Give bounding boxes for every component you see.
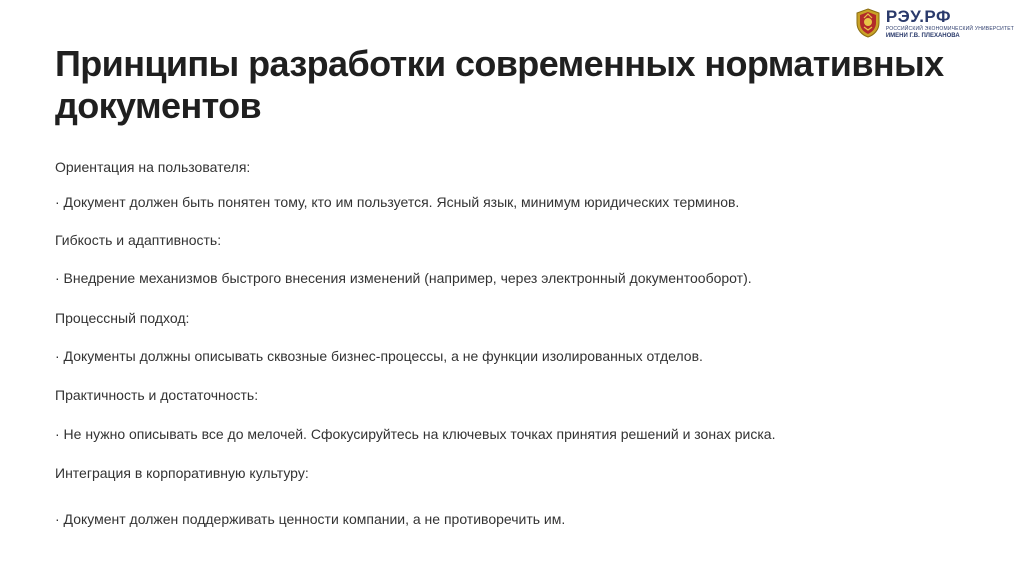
coat-of-arms-emblem-icon: [855, 8, 881, 38]
section-bullet-flexibility: · Внедрение механизмов быстрого внесения изменений (например, через электронный документооборот).: [55, 270, 752, 286]
section-bullet-corporate-culture: · Документ должен поддерживать ценности компании, а не противоречить им.: [55, 511, 566, 527]
section-heading-user-orientation: Ориентация на пользователя:: [55, 159, 251, 175]
section-heading-flexibility: Гибкость и адаптивность:: [55, 232, 222, 248]
logo-text: [886, 8, 1014, 39]
university-logo: [855, 6, 1014, 40]
logo-subtitle-name: ИМЕНИ Г.В. ПЛЕХАНОВА: [885, 32, 960, 39]
section-bullet-practicality: · Не нужно описывать все до мелочей. Сфокусируйтесь на ключевых точках принятия решений и зонах риска.: [55, 426, 776, 442]
section-bullet-process-approach: · Документы должны описывать сквозные бизнес-процессы, а не функции изолированных отделов.: [55, 348, 703, 364]
section-heading-corporate-culture: Интеграция в корпоративную культуру:: [55, 465, 309, 481]
section-heading-practicality: Практичность и достаточность:: [55, 387, 259, 403]
slide-title: Принципы разработки современных нормативных документов: [55, 43, 944, 126]
section-bullet-user-orientation: · Документ должен быть понятен тому, кто им пользуется. Ясный язык, минимум юридических терминов.: [55, 194, 740, 210]
logo-brand: РЭУ.РФ: [885, 6, 952, 26]
section-heading-process-approach: Процессный подход:: [55, 310, 190, 326]
logo-subtitle: РОССИЙСКИЙ ЭКОНОМИЧЕСКИЙ УНИВЕРСИТЕТ: [885, 25, 1014, 32]
